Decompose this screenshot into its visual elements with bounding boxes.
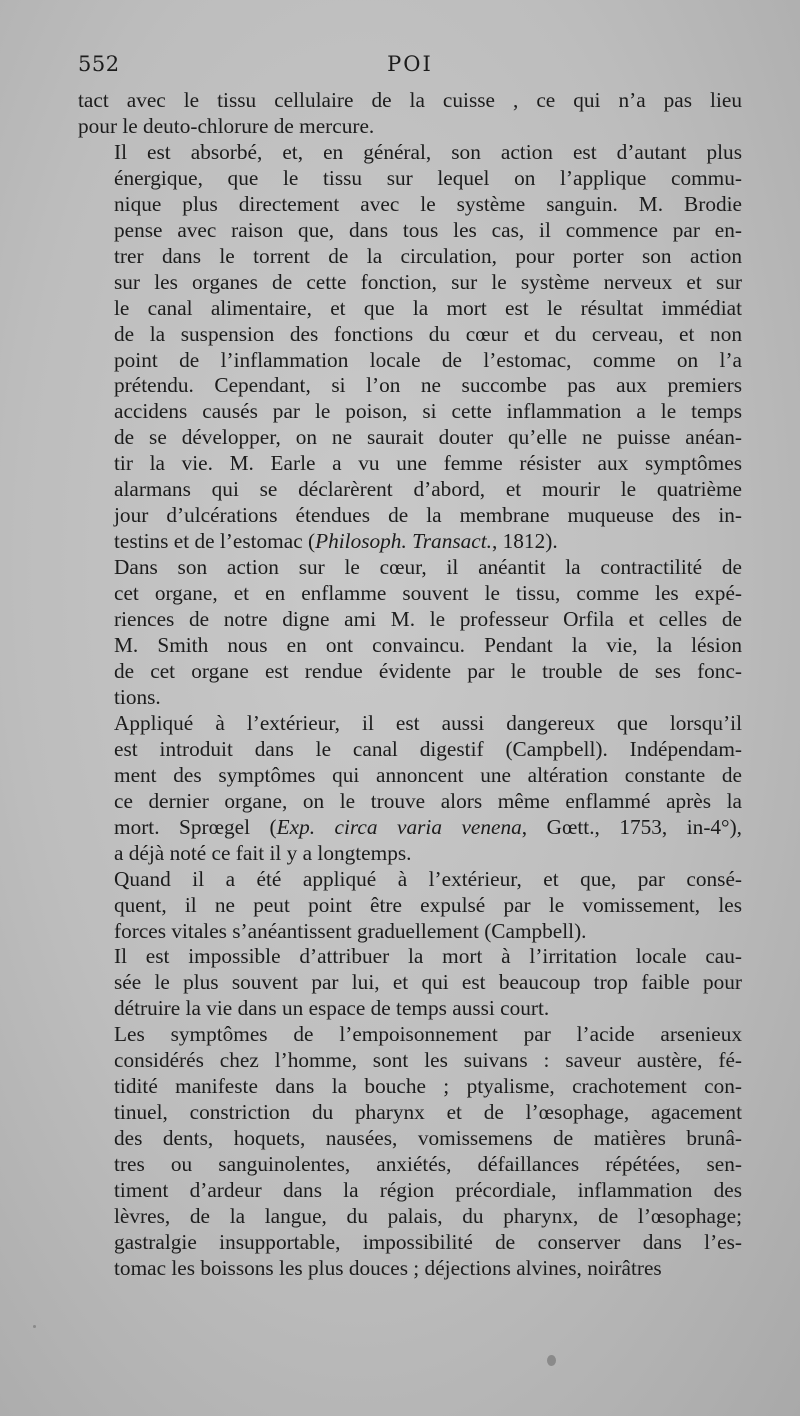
text-line: considérés chez l’homme, sont les suivans : saveur austère, fé- xyxy=(114,1048,742,1073)
text-line: détruire la vie dans un espace de temps aussi court. xyxy=(114,996,550,1021)
text-line: Il est impossible d’attribuer la mort à l’irritation locale cau- xyxy=(114,944,742,969)
paragraph xyxy=(78,867,742,945)
text-line: Quand il a été appliqué à l’extérieur, et que, par consé- xyxy=(114,866,742,891)
text-line: tir la vie. M. Earle a vu une femme résister aux symptômes xyxy=(114,451,742,476)
text-line: point de l’inflammation locale de l’estomac, comme on l’a xyxy=(114,347,742,372)
text-line: ment des symptômes qui annoncent une altération constante de xyxy=(114,762,742,787)
text-line: mort. Sprœgel (Exp. circa varia venena, Gœtt., 1753, in-4°), xyxy=(114,814,742,839)
text-line: pense avec raison que, dans tous les cas, il commence par en- xyxy=(114,217,742,242)
text-line: gastralgie insupportable, impossibilité de conserver dans l’es- xyxy=(114,1229,742,1254)
text-line: lèvres, de la langue, du palais, du pharynx, de l’œsophage; xyxy=(114,1203,742,1228)
text-line: Appliqué à l’extérieur, il est aussi dangereux que lorsqu’il xyxy=(114,710,742,735)
text-line: Les symptômes de l’empoisonnement par l’acide arsenieux xyxy=(114,1022,742,1047)
paragraph xyxy=(78,944,742,1022)
text-line: tact avec le tissu cellulaire de la cuisse , ce qui n’a pas lieu xyxy=(78,88,742,112)
text-line: tinuel, constriction du pharynx et de l’œsophage, agacement xyxy=(114,1100,742,1125)
body-text xyxy=(78,88,742,1282)
text-line: des dents, hoquets, nausées, vomissemens de matières brunâ- xyxy=(114,1126,742,1151)
text-line: tions. xyxy=(114,684,161,709)
paper-blemish xyxy=(33,1325,36,1328)
page-number: 552 xyxy=(78,52,120,76)
text-line: Il est absorbé, et, en général, son action est d’autant plus xyxy=(114,139,742,164)
text-line: timent d’ardeur dans la région précordiale, inflammation des xyxy=(114,1178,742,1203)
running-head: POI xyxy=(387,52,433,76)
text-line: cet organe, et en enflamme souvent le tissu, comme les expé- xyxy=(114,581,742,606)
text-line: tidité manifeste dans la bouche ; ptyalisme, crachotement con- xyxy=(114,1074,742,1099)
text-line: énergique, que le tissu sur lequel on l’applique commu- xyxy=(114,165,742,190)
text-line: forces vitales s’anéantissent graduellement (Campbell). xyxy=(114,918,587,943)
text-line: Dans son action sur le cœur, il anéantit la contractilité de xyxy=(114,555,742,580)
text-line: ce dernier organe, on le trouve alors même enflammé après la xyxy=(114,788,742,813)
paragraph xyxy=(78,88,742,140)
text-line: tres ou sanguinolentes, anxiétés, défaillances répétées, sen- xyxy=(114,1152,742,1177)
text-line: a déjà noté ce fait il y a longtemps. xyxy=(114,840,412,865)
text-line: quent, il ne peut point être expulsé par le vomissement, les xyxy=(114,892,742,917)
paragraph xyxy=(78,140,742,555)
paragraph xyxy=(78,555,742,711)
text-line: M. Smith nous en ont convaincu. Pendant la vie, la lésion xyxy=(114,633,742,658)
book-page xyxy=(78,52,742,1282)
text-line: sée le plus souvent par lui, et qui est beaucoup trop faible pour xyxy=(114,970,742,995)
text-line: de la suspension des fonctions du cœur et du cerveau, et non xyxy=(114,321,742,346)
text-line: prétendu. Cependant, si l’on ne succombe pas aux premiers xyxy=(114,373,742,398)
text-line: trer dans le torrent de la circulation, pour porter son action xyxy=(114,243,742,268)
paper-blemish xyxy=(547,1355,556,1366)
text-line: accidens causés par le poison, si cette inflammation a le temps xyxy=(114,399,742,424)
text-line: tomac les boissons les plus douces ; déjections alvines, noirâtres xyxy=(114,1255,662,1280)
page-header xyxy=(78,52,742,86)
text-line: sur les organes de cette fonction, sur le système nerveux et sur xyxy=(114,269,742,294)
text-line: de cet organe est rendue évidente par le trouble de ses fonc- xyxy=(114,658,742,683)
text-line: le canal alimentaire, et que la mort est le résultat immédiat xyxy=(114,295,742,320)
paragraph xyxy=(78,711,742,867)
text-line: riences de notre digne ami M. le professeur Orfila et celles de xyxy=(114,607,742,632)
text-line: jour d’ulcérations étendues de la membrane muqueuse des in- xyxy=(114,503,742,528)
text-line: de se développer, on ne saurait douter qu’elle ne puisse anéan- xyxy=(114,425,742,450)
text-line: alarmans qui se déclarèrent d’abord, et mourir le quatrième xyxy=(114,477,742,502)
text-line: testins et de l’estomac (Philosoph. Transact., 1812). xyxy=(114,529,558,554)
text-line: est introduit dans le canal digestif (Campbell). Indépendam- xyxy=(114,736,742,761)
paragraph xyxy=(78,1022,742,1282)
text-line: pour le deuto-chlorure de mercure. xyxy=(78,113,375,138)
text-line: nique plus directement avec le système sanguin. M. Brodie xyxy=(114,191,742,216)
